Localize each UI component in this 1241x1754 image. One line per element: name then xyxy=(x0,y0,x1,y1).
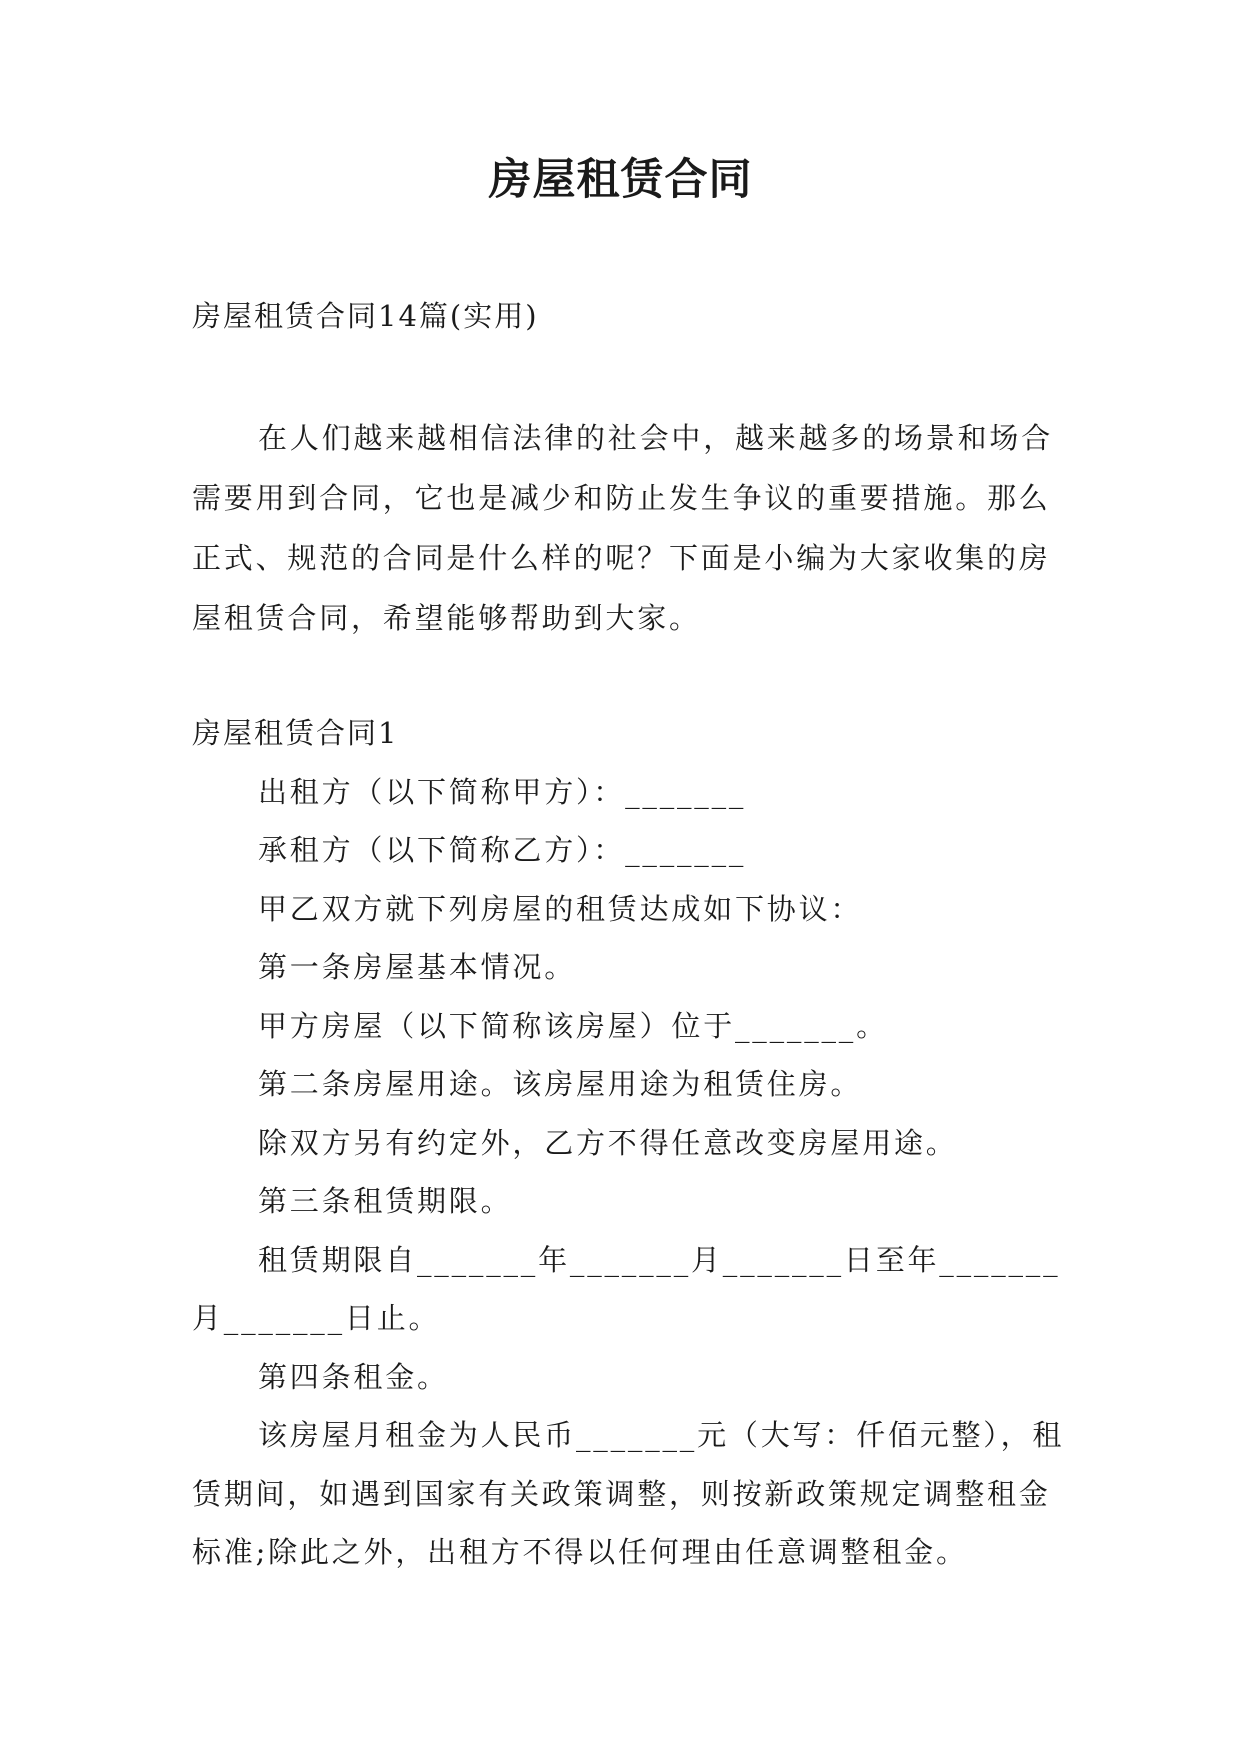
document-subtitle: 房屋租赁合同14篇(实用) xyxy=(192,299,539,333)
article-1-title: 第一条房屋基本情况。 xyxy=(258,950,577,984)
lessee-line: 承租方（以下简称乙方）：_______ xyxy=(258,833,747,867)
agreement-line: 甲乙双方就下列房屋的租赁达成如下协议： xyxy=(258,891,863,926)
article-2-title: 第二条房屋用途。该房屋用途为租赁住房。 xyxy=(258,1067,863,1101)
document-title: 房屋租赁合同 xyxy=(488,155,753,205)
contract-heading: 房屋租赁合同1 xyxy=(192,716,399,750)
contract-body xyxy=(192,704,1082,1582)
article-3-body: 租赁期限自_______年_______月_______日至年_______月_______日止。 xyxy=(192,1242,1061,1335)
article-4-body: 该房屋月租金为人民币_______元（大写：仟佰元整），租赁期间，如遇到国家有关政策调整，则按新政策规定调整租金标准;除此之外，出租方不得以任何理由任意调整租金。 xyxy=(192,1418,1065,1569)
article-4-title: 第四条租金。 xyxy=(258,1359,449,1394)
lessor-line: 出租方（以下简称甲方）：_______ xyxy=(258,774,747,809)
article-2-body: 除双方另有约定外，乙方不得任意改变房屋用途。 xyxy=(258,1125,958,1160)
intro-paragraph: 在人们越来越相信法律的社会中，越来越多的场景和场合需要用到合同，它也是减少和防止发生争议的重要措施。那么正式、规范的合同是什么样的呢？下面是小编为大家收集的房屋租赁合同，希望能够帮助到大家。 xyxy=(192,421,1054,635)
article-3-title: 第三条租赁期限。 xyxy=(258,1184,513,1218)
article-1-body: 甲方房屋（以下简称该房屋）位于_______。 xyxy=(258,1008,888,1043)
